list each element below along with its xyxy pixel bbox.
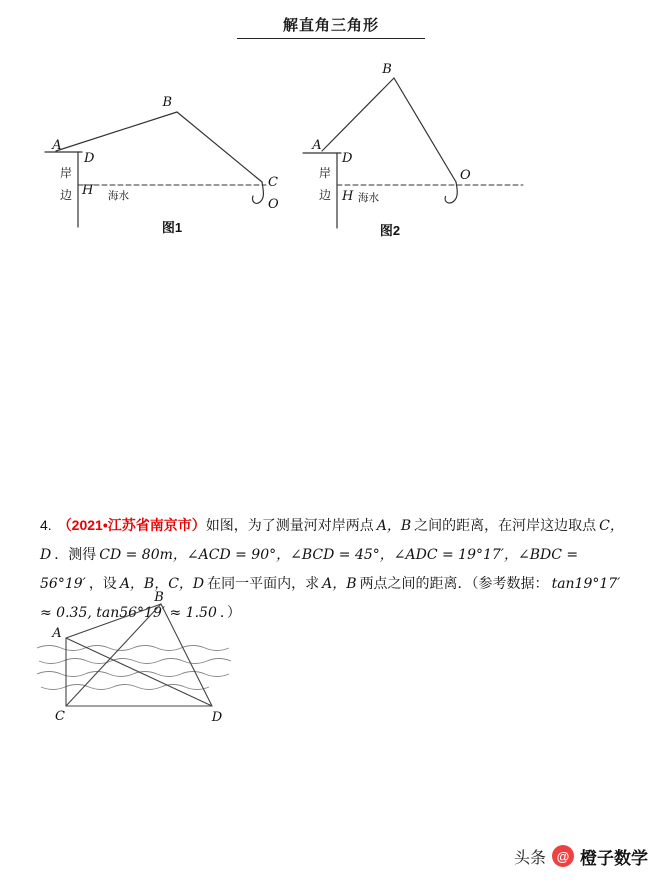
fig3-point-B: B (154, 590, 164, 605)
problem-seg6: 两点之间的距离．（参考数据： (359, 575, 549, 591)
fig2-shore-label-1: 岸 (318, 166, 332, 180)
problem-math6: tan19°17′ ≈ 0.35, tan56°19′ ≈ 1.50 (40, 576, 621, 621)
problem-math4: A，B，C，D (119, 576, 205, 592)
problem-seg3: ．测得 (54, 546, 97, 562)
problem-math3: CD = 80m，∠ACD = 90°，∠BCD = 45°，∠ADC = 19°17′，∠BDC = 56°19′ (40, 547, 579, 592)
page-title-text: 解直角三角形 (237, 14, 425, 39)
fig2-point-B: B (382, 62, 392, 77)
fig1-shore-label-2: 边 (59, 188, 73, 202)
fig1-caption: 图1 (161, 220, 183, 235)
problem-seg1: 如图，为了测量河对岸两点 (205, 517, 374, 533)
problem-number: 4. (40, 517, 52, 533)
problem-seg4: ，设 (88, 575, 117, 591)
fig2-point-O: O (460, 168, 471, 183)
fig1-point-O: O (268, 197, 279, 212)
figure2-diagram (295, 55, 540, 245)
figure1-lines (45, 112, 266, 227)
watermark-name: 橙子数学 (580, 848, 648, 868)
problem-math1: A，B (376, 518, 412, 534)
figure1-diagram (30, 55, 290, 245)
toutiao-logo-icon: @ (552, 845, 574, 867)
fig3-point-D: D (211, 710, 223, 725)
fig1-seawater-label: 海水 (108, 190, 129, 202)
problem-math2: C，D (40, 518, 624, 563)
fig3-point-A: A (52, 626, 62, 641)
problem-seg5: 在同一平面内，求 (207, 575, 320, 591)
problem-seg7: ．） (219, 604, 241, 620)
fig1-point-D: D (84, 151, 95, 166)
problem-math5: A，B (322, 576, 357, 592)
figure3-lines (66, 604, 212, 706)
fig2-caption: 图2 (379, 223, 401, 238)
page-title (0, 14, 662, 39)
fig3-point-C: C (55, 709, 65, 724)
fig1-point-C: C (268, 175, 278, 190)
watermark-prefix: 头条 (513, 849, 546, 867)
fig1-point-B: B (162, 95, 172, 110)
problem-seg2: 之间的距离，在河岸这边取点 (414, 517, 597, 533)
fig1-point-A: A (52, 138, 62, 153)
fig1-shore-label-1: 岸 (59, 166, 73, 180)
figure3-diagram (35, 590, 265, 730)
fig2-point-A: A (312, 138, 322, 153)
fig2-point-D: D (342, 151, 353, 166)
fig1-point-H: H (82, 183, 94, 198)
fig2-seawater-label: 海水 (358, 192, 379, 204)
fig2-point-H: H (342, 189, 354, 204)
watermark (514, 843, 648, 869)
figure2-lines (303, 78, 523, 228)
problem-source: （2021•江苏省南京市） (57, 517, 206, 533)
fig2-shore-label-2: 边 (318, 188, 332, 202)
